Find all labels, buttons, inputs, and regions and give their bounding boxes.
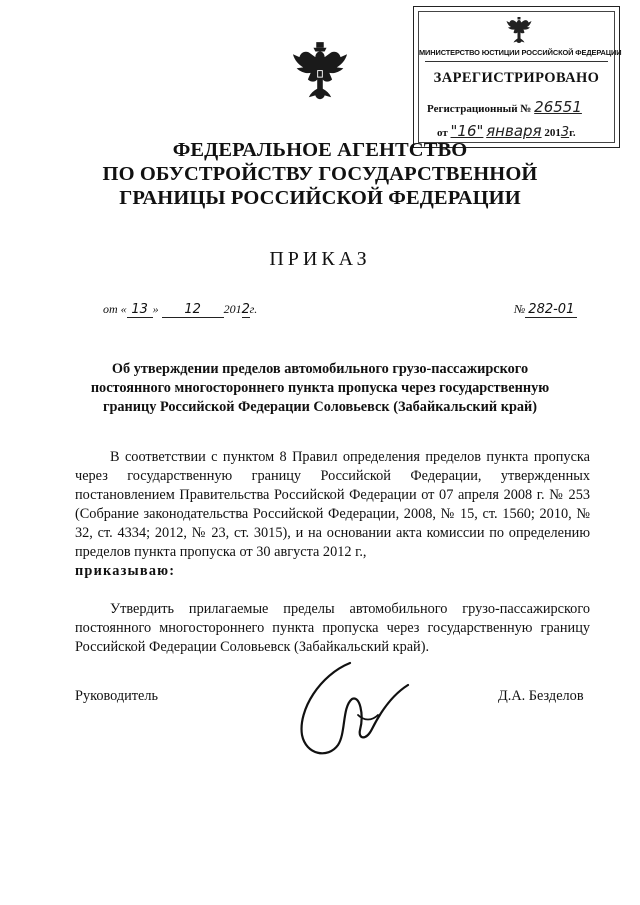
stamp-ministry-name: МИНИСТЕРСТВО ЮСТИЦИИ РОССИЙСКОЙ ФЕДЕРАЦИИ [419, 48, 622, 57]
signatory-title: Руководитель [75, 688, 159, 704]
agency-heading [60, 138, 580, 210]
stamp-reg-number: 26551 [534, 98, 582, 116]
stamp-reg-label: Регистрационный № [427, 103, 532, 115]
subject-line-2: постоянного многостороннего пункта пропуска через государственную [90, 380, 550, 396]
signatory-name: Д.А. Безделов [498, 688, 584, 704]
preamble-paragraph [75, 448, 590, 562]
handwritten-signature-icon [280, 655, 430, 765]
order-subject [70, 360, 570, 417]
resolution-text: Утвердить прилагаемые пределы автомобильного грузо-пассажирского постоянного многостороннего пункта пропуска через государственную границу Российской Федерации Соловьевск (Забайкальский край). [75, 601, 590, 655]
order-date-suffix: г. [249, 302, 258, 316]
document-type-title: ПРИКАЗ [269, 248, 371, 270]
stamp-date-year-hand: 3 [560, 125, 570, 140]
double-headed-eagle-icon [504, 16, 534, 46]
stamp-registration-number-line [427, 98, 582, 116]
resolution-paragraph [75, 600, 590, 657]
stamp-inner-border [418, 11, 622, 143]
agency-line-3: ГРАНИЦЫ РОССИЙСКОЙ ФЕДЕРАЦИИ [119, 187, 521, 209]
subject-line-1: Об утверждении пределов автомобильного грузо-пассажирского [111, 361, 529, 377]
stamp-registered-label: ЗАРЕГИСТРИРОВАНО [433, 70, 600, 86]
stamp-divider [425, 61, 608, 62]
order-date-year: 201 [223, 302, 242, 316]
decree-word: приказываю: [75, 563, 176, 579]
stamp-date-month: января [486, 122, 542, 140]
order-date-day: 13 [127, 303, 153, 318]
order-date [103, 302, 257, 318]
order-number-prefix: № [514, 302, 526, 316]
stamp-date-day: "16" [450, 122, 484, 140]
order-number [514, 302, 577, 318]
subject-line-3: границу Российской Федерации Соловьевск (Забайкальский край) [102, 399, 538, 415]
preamble-text: В соответствии с пунктом 8 Правил определения пределов пункта пропуска через государственную границу Российской Федерации, утвержденных постановлением Правительства Российской Федерации от 07 апреля 2008 г. № 253 (Собрание законодательства Российской Федерации, 2008, № 15, ст. 1560; 2010, № 32, ст. 4334; 2012, № 23, ст. 3015), и на основании акта комиссии по определению пределов пункта пропуска от 30 августа 2012 г., [75, 449, 590, 560]
order-date-year-hand: 2 [241, 302, 250, 317]
stamp-date-suffix: г. [569, 127, 576, 139]
registration-stamp [413, 6, 620, 148]
order-date-month: 12 [162, 303, 224, 318]
agency-line-2: ПО ОБУСТРОЙСТВУ ГОСУДАРСТВЕННОЙ [102, 163, 538, 185]
double-headed-eagle-icon [292, 42, 348, 102]
order-date-prefix: от « [103, 302, 127, 316]
stamp-date-prefix: от [437, 127, 448, 139]
stamp-date-year: 201 [544, 127, 561, 139]
agency-line-1: ФЕДЕРАЛЬНОЕ АГЕНТСТВО [172, 139, 468, 161]
order-date-mid: » [152, 302, 159, 316]
order-number-value: 282-01 [525, 303, 577, 318]
